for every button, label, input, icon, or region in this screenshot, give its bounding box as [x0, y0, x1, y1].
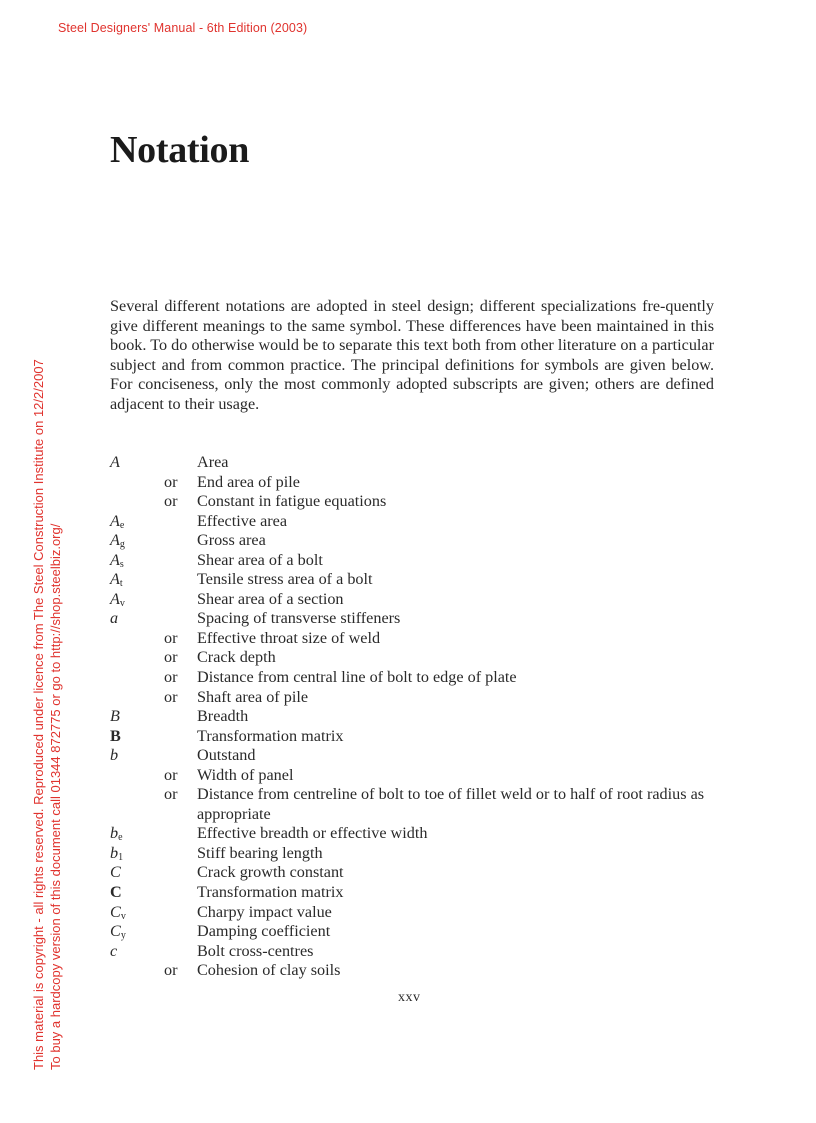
notation-symbol: $A_t$ [110, 570, 123, 590]
notation-definition: Gross area [197, 531, 266, 550]
notation-or: or [164, 492, 178, 511]
notation-or: or [164, 961, 178, 980]
notation-symbol: a [110, 609, 119, 628]
notation-definition: Cohesion of clay soils [197, 961, 341, 980]
notation-row [110, 648, 720, 668]
notation-symbol: C [110, 863, 121, 882]
notation-definition: Stiff bearing length [197, 843, 323, 862]
notation-or: or [164, 687, 178, 706]
notation-row [110, 609, 720, 629]
notation-row [110, 590, 720, 610]
notation-row [110, 551, 720, 571]
notation-symbol: B [110, 707, 120, 726]
notation-row [110, 707, 720, 727]
intro-paragraph: Several different notations are adopted in steel design; different specializations fre-quently give different meanings to the same symbol. These differences have been maintained in this book. To do otherwise would be to separate this text both from other literature on a particular subject and from common practice. The principal definitions for symbols are given below. For conciseness, only the most commonly adopted subscripts are given; others are defined adjacent to their usage. [110, 297, 714, 413]
notation-or: or [164, 628, 178, 647]
notation-definition: Breadth [197, 707, 249, 726]
notation-definition: Shaft area of pile [197, 687, 309, 706]
notation-subscript: e [118, 832, 123, 844]
notation-definition: Spacing of transverse stiffeners [197, 609, 401, 628]
notation-symbol: $C_y$ [110, 922, 126, 942]
notation-subscript: v [119, 597, 125, 609]
notation-or: or [164, 648, 178, 667]
notation-definition: Charpy impact value [197, 902, 332, 921]
notation-symbol: $A_s$ [110, 550, 124, 570]
notation-row [110, 961, 720, 981]
notation-row [110, 746, 720, 766]
notation-symbol: $C_v$ [110, 902, 126, 922]
side-purchase-notice: To buy a hardcopy version of this document call 01344 872775 or go to http://shop.steelbiz.org/ [48, 523, 63, 1070]
notation-symbol: c [110, 941, 118, 960]
notation-definition: Effective breadth or effective width [197, 824, 428, 843]
notation-row [110, 473, 720, 493]
notation-row [110, 629, 720, 649]
notation-definition: Outstand [197, 746, 256, 765]
notation-row [110, 922, 720, 942]
notation-symbol: b [110, 746, 119, 765]
page-title: Notation [110, 129, 250, 171]
notation-definition: Distance from central line of bolt to edge of plate [197, 668, 517, 687]
notation-definition: Constant in fatigue equations [197, 492, 387, 511]
notation-row [110, 727, 720, 747]
notation-or: or [164, 765, 178, 784]
side-copyright-notice: This material is copyright - all rights reserved. Reproduced under licence from The Steel Construction Institute on 12/2/2007 [31, 359, 46, 1070]
notation-subscript: t [119, 578, 123, 590]
notation-definition: Distance from centreline of bolt to toe of fillet weld or to half of root radius as appropriate [197, 785, 705, 823]
notation-definition: Width of panel [197, 765, 294, 784]
notation-row [110, 668, 720, 688]
notation-row [110, 824, 720, 844]
notation-definition: Effective area [197, 511, 288, 530]
notation-definition: Tensile stress area of a bolt [197, 570, 373, 589]
notation-definition: Shear area of a section [197, 589, 344, 608]
notation-row [110, 688, 720, 708]
notation-definition: Transformation matrix [197, 726, 344, 745]
notation-row [110, 903, 720, 923]
notation-definition: Shear area of a bolt [197, 550, 323, 569]
notation-symbol: $b_1$ [110, 843, 124, 863]
notation-row [110, 883, 720, 903]
page-number: xxv [398, 990, 421, 1005]
notation-subscript: 1 [118, 851, 124, 863]
notation-definition: Damping coefficient [197, 922, 331, 941]
notation-row [110, 863, 720, 883]
notation-definition: Area [197, 453, 229, 471]
notation-row [110, 844, 720, 864]
notation-subscript: e [119, 519, 125, 531]
notation-or: or [164, 472, 178, 491]
notation-symbol: C [110, 883, 122, 902]
notation-or: or [164, 668, 178, 687]
notation-symbol: $b_e$ [110, 824, 123, 844]
notation-row [110, 942, 720, 962]
notation-subscript: g [119, 539, 125, 551]
notation-row [110, 531, 720, 551]
notation-definition: Effective throat size of weld [197, 628, 381, 647]
notation-subscript: y [120, 930, 126, 942]
notation-definition: End area of pile [197, 472, 300, 491]
notation-symbol: A [110, 453, 120, 471]
notation-definition: Transformation matrix [197, 883, 344, 902]
notation-symbol: B [110, 726, 121, 745]
notation-row [110, 570, 720, 590]
notation-list [110, 453, 720, 981]
notation-row [110, 492, 720, 512]
notation-definition: Crack depth [197, 648, 276, 667]
notation-row [110, 766, 720, 786]
notation-definition: Bolt cross-centres [197, 941, 314, 960]
notation-subscript: s [119, 558, 124, 570]
copyright-header: Steel Designers' Manual - 6th Edition (2003) [58, 21, 308, 35]
notation-definition: Crack growth constant [197, 863, 344, 882]
notation-symbol: $A_e$ [110, 511, 125, 531]
notation-or: or [164, 785, 178, 804]
notation-symbol: $A_v$ [110, 589, 125, 609]
notation-row [110, 785, 720, 824]
notation-row [110, 453, 720, 473]
notation-row [110, 512, 720, 532]
notation-symbol: $A_g$ [110, 531, 125, 551]
notation-subscript: v [120, 910, 126, 922]
